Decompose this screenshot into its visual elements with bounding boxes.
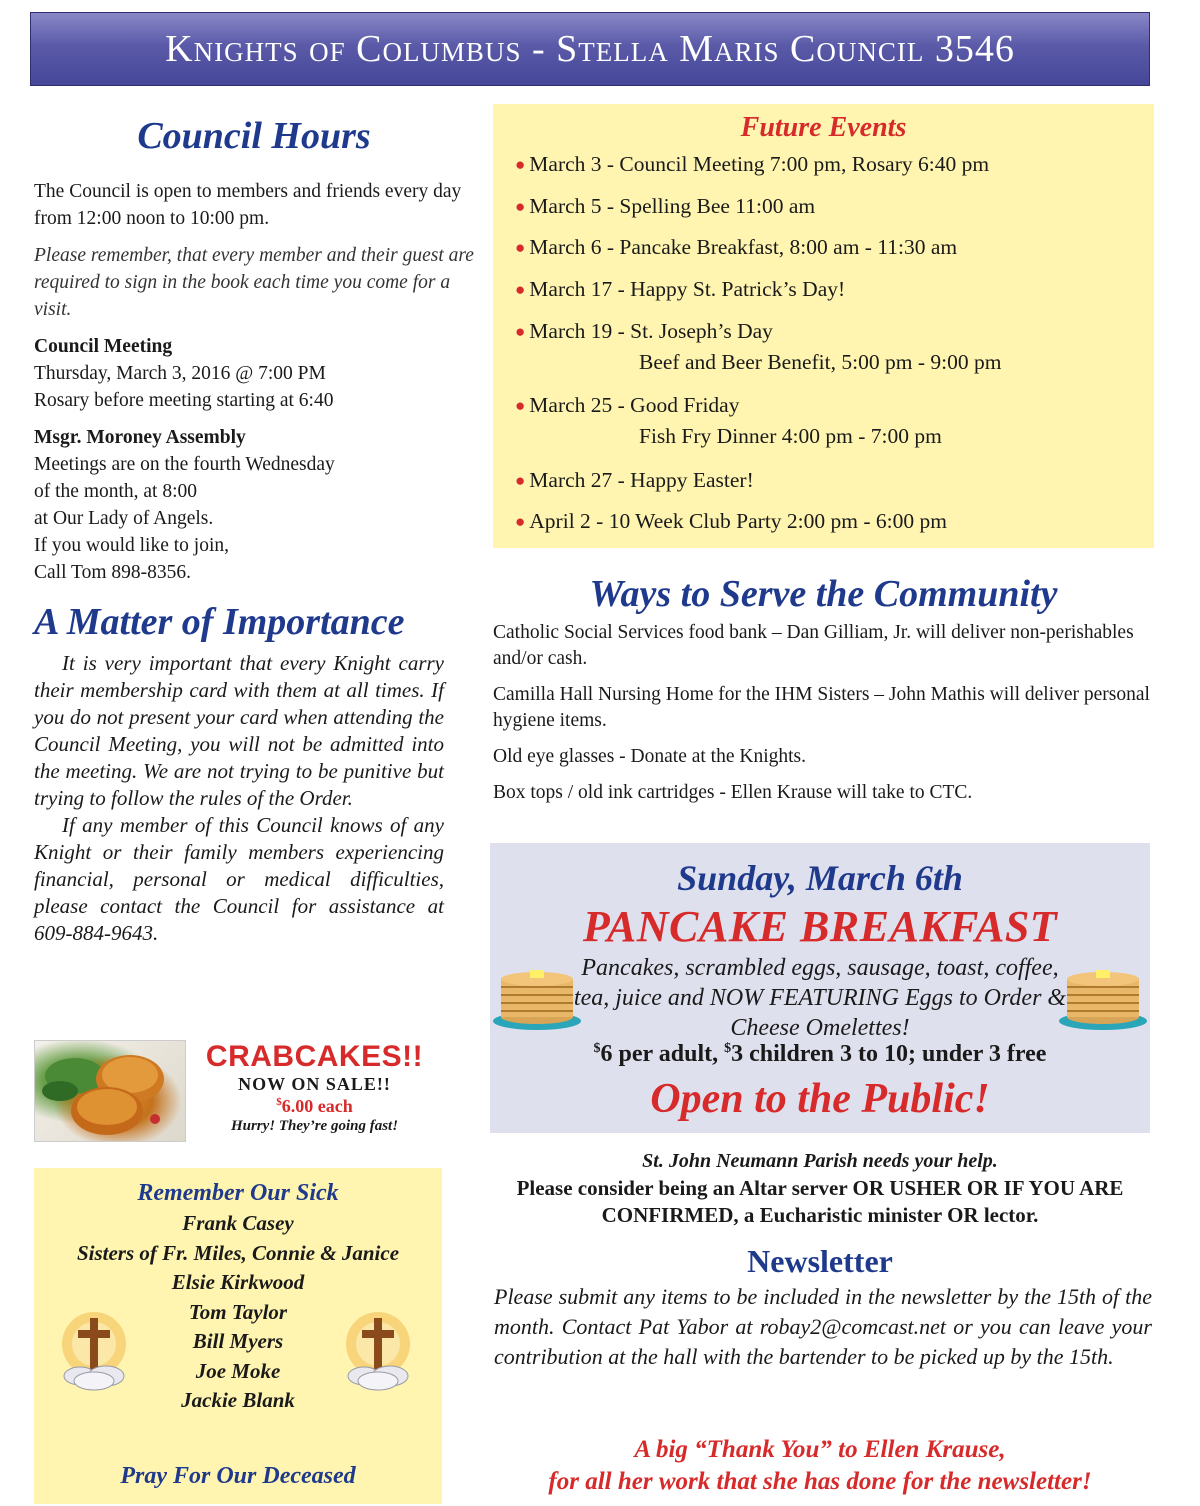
event-subtext: Beef and Beer Benefit, 5:00 pm - 9:00 pm <box>639 350 1002 374</box>
ways-item: Camilla Hall Nursing Home for the IHM Sisters – John Mathis will deliver personal hygiene items. <box>493 684 1150 731</box>
council-hours-reminder: Please remember, that every member and their guest are required to sign in the book each time you come for a visit. <box>34 245 474 320</box>
pray-deceased: Pray For Our Deceased <box>120 1463 356 1489</box>
ways-item: Catholic Social Services food bank – Dan Gilliam, Jr. will deliver non-perishables and/or cash. <box>493 622 1134 669</box>
matter-body <box>34 650 444 947</box>
event-text: April 2 - 10 Week Club Party 2:00 pm - 6:00 pm <box>529 509 947 533</box>
bullet-icon: ● <box>515 322 526 341</box>
pancake-date: Sunday, March 6th <box>677 858 963 898</box>
event-item <box>515 235 957 260</box>
sick-name: Elsie Kirkwood <box>171 1270 305 1294</box>
sick-name: Tom Taylor <box>188 1299 288 1324</box>
crabcakes-hurry: Hurry! They’re going fast! <box>230 1118 399 1134</box>
left-column <box>34 100 474 947</box>
event-item <box>515 277 845 302</box>
sick-name: Sisters of Fr. Miles, Connie & Janice <box>76 1240 400 1265</box>
future-events-title: Future Events <box>740 112 907 143</box>
event-text: March 6 - Pancake Breakfast, 8:00 am - 11:30 am <box>529 235 958 259</box>
ways-item: Box tops / old ink cartridges - Ellen Krause will take to CTC. <box>493 782 973 803</box>
newsletter-text: Please submit any items to be included in the newsletter by the 15th of the month. Contact Pat Yabor at robay2@comcast.net or you can leave your contribution at the hall with the bartender to be picked up by the 15th. <box>494 1284 1152 1369</box>
event-item <box>515 393 942 449</box>
parish-notice <box>490 1148 1150 1229</box>
bullet-icon: ● <box>515 512 526 531</box>
crabcake-photo <box>34 1040 186 1142</box>
bullet-icon: ● <box>515 155 526 174</box>
event-text: March 5 - Spelling Bee 11:00 am <box>529 194 816 218</box>
event-item <box>515 152 989 177</box>
pancake-menu: Pancakes, scrambled eggs, sausage, toast, coffee, tea, juice and NOW FEATURING Eggs to Order & Cheese Omelettes! <box>573 955 1067 1041</box>
pancake-open-public: Open to the Public! <box>650 1076 990 1122</box>
sick-name: Jackie Blank <box>181 1388 295 1412</box>
council-hours-intro: The Council is open to members and friends every day from 12:00 noon to 10:00 pm. <box>34 181 462 229</box>
event-subtext: Fish Fry Dinner 4:00 pm - 7:00 pm <box>639 424 942 448</box>
bullet-icon: ● <box>515 238 526 257</box>
page-title: Knights of Columbus - Stella Maris Council 3546 <box>165 28 1015 70</box>
sick-name: Bill Myers <box>192 1329 284 1353</box>
cross-icon <box>342 1306 414 1392</box>
newsletter-title: Newsletter <box>747 1243 893 1279</box>
assembly-line: If you would like to join, <box>34 535 229 556</box>
assembly-line: Call Tom 898-8356. <box>34 562 191 583</box>
bullet-icon: ● <box>515 197 526 216</box>
dollar-symbol: $ <box>276 1096 282 1108</box>
dollar-symbol: $ <box>593 1041 601 1056</box>
price-adult: 6 per adult, <box>600 1041 725 1067</box>
matter-paragraph: If any member of this Council knows of any Knight or their family members experiencing financial, personal or medical difficulties, please contact the Council for assistance at 609-884-9643. <box>34 813 444 945</box>
assembly-line: Meetings are on the fourth Wednesday <box>34 454 335 475</box>
thank-you-note <box>490 1434 1150 1498</box>
header-banner <box>30 12 1150 86</box>
crabcakes-title: CRABCAKES!! <box>205 1040 424 1073</box>
remember-sick-box <box>34 1168 442 1504</box>
ways-item: Old eye glasses - Donate at the Knights. <box>493 746 807 767</box>
cross-icon <box>58 1306 130 1392</box>
pancake-breakfast-box <box>490 843 1150 1133</box>
pancake-title: PANCAKE BREAKFAST <box>582 902 1058 951</box>
event-text: March 19 - St. Joseph’s Day <box>529 319 773 343</box>
bullet-icon: ● <box>515 396 526 415</box>
price-child: 3 children 3 to 10; under 3 free <box>731 1041 1047 1067</box>
pancake-stack-icon <box>492 961 582 1031</box>
pancake-price <box>490 1041 1150 1068</box>
ways-list <box>493 620 1153 816</box>
sick-name: Frank Casey <box>182 1211 294 1235</box>
event-item <box>515 194 815 219</box>
sick-name: Joe Moke <box>195 1358 281 1383</box>
assembly-line: at Our Lady of Angels. <box>34 508 214 529</box>
assembly-heading: Msgr. Moroney Assembly <box>34 427 246 448</box>
event-item <box>515 468 754 493</box>
council-meeting-heading: Council Meeting <box>34 336 173 357</box>
crabcakes-sale: NOW ON SALE!! <box>238 1074 391 1094</box>
parish-line: Please consider being an Altar server OR USHER OR IF YOU ARE CONFIRMED, a Eucharistic minister OR lector. <box>516 1176 1124 1227</box>
council-meeting-date: Thursday, March 3, 2016 @ 7:00 PM <box>34 363 326 384</box>
sick-title: Remember Our Sick <box>137 1180 339 1206</box>
dollar-symbol: $ <box>724 1041 732 1056</box>
ways-title: Ways to Serve the Community <box>589 573 1058 615</box>
event-text: March 25 - Good Friday <box>529 393 740 417</box>
bullet-icon: ● <box>515 280 526 299</box>
crabcake-image <box>35 1041 187 1143</box>
crabcakes-ad <box>34 1040 444 1150</box>
future-events-box <box>493 104 1154 548</box>
matter-title: A Matter of Importance <box>34 601 405 643</box>
matter-paragraph: It is very important that every Knight carry their membership card with them at all times. If you do not present your card when attending the Council Meeting, you will not be admitted into the meeting. We are not trying to be punitive but trying to follow the rules of the Order. <box>34 651 444 810</box>
crabcakes-price-value: 6.00 each <box>281 1096 353 1116</box>
event-text: March 3 - Council Meeting 7:00 pm, Rosary 6:40 pm <box>529 152 990 176</box>
pancake-stack-icon <box>1058 961 1148 1031</box>
event-text: March 17 - Happy St. Patrick’s Day! <box>529 277 846 301</box>
council-meeting-rosary: Rosary before meeting starting at 6:40 <box>34 390 334 411</box>
council-hours-title: Council Hours <box>137 115 371 157</box>
event-text: March 27 - Happy Easter! <box>529 468 754 492</box>
bullet-icon: ● <box>515 471 526 490</box>
event-item <box>515 509 947 534</box>
event-item <box>515 319 1001 375</box>
crabcakes-price <box>192 1096 437 1117</box>
thanks-line: A big “Thank You” to Ellen Krause, <box>634 1436 1006 1463</box>
parish-line: St. John Neumann Parish needs your help. <box>642 1150 998 1172</box>
thanks-line: for all her work that she has done for the newsletter! <box>548 1468 1092 1495</box>
assembly-line: of the month, at 8:00 <box>34 481 198 502</box>
